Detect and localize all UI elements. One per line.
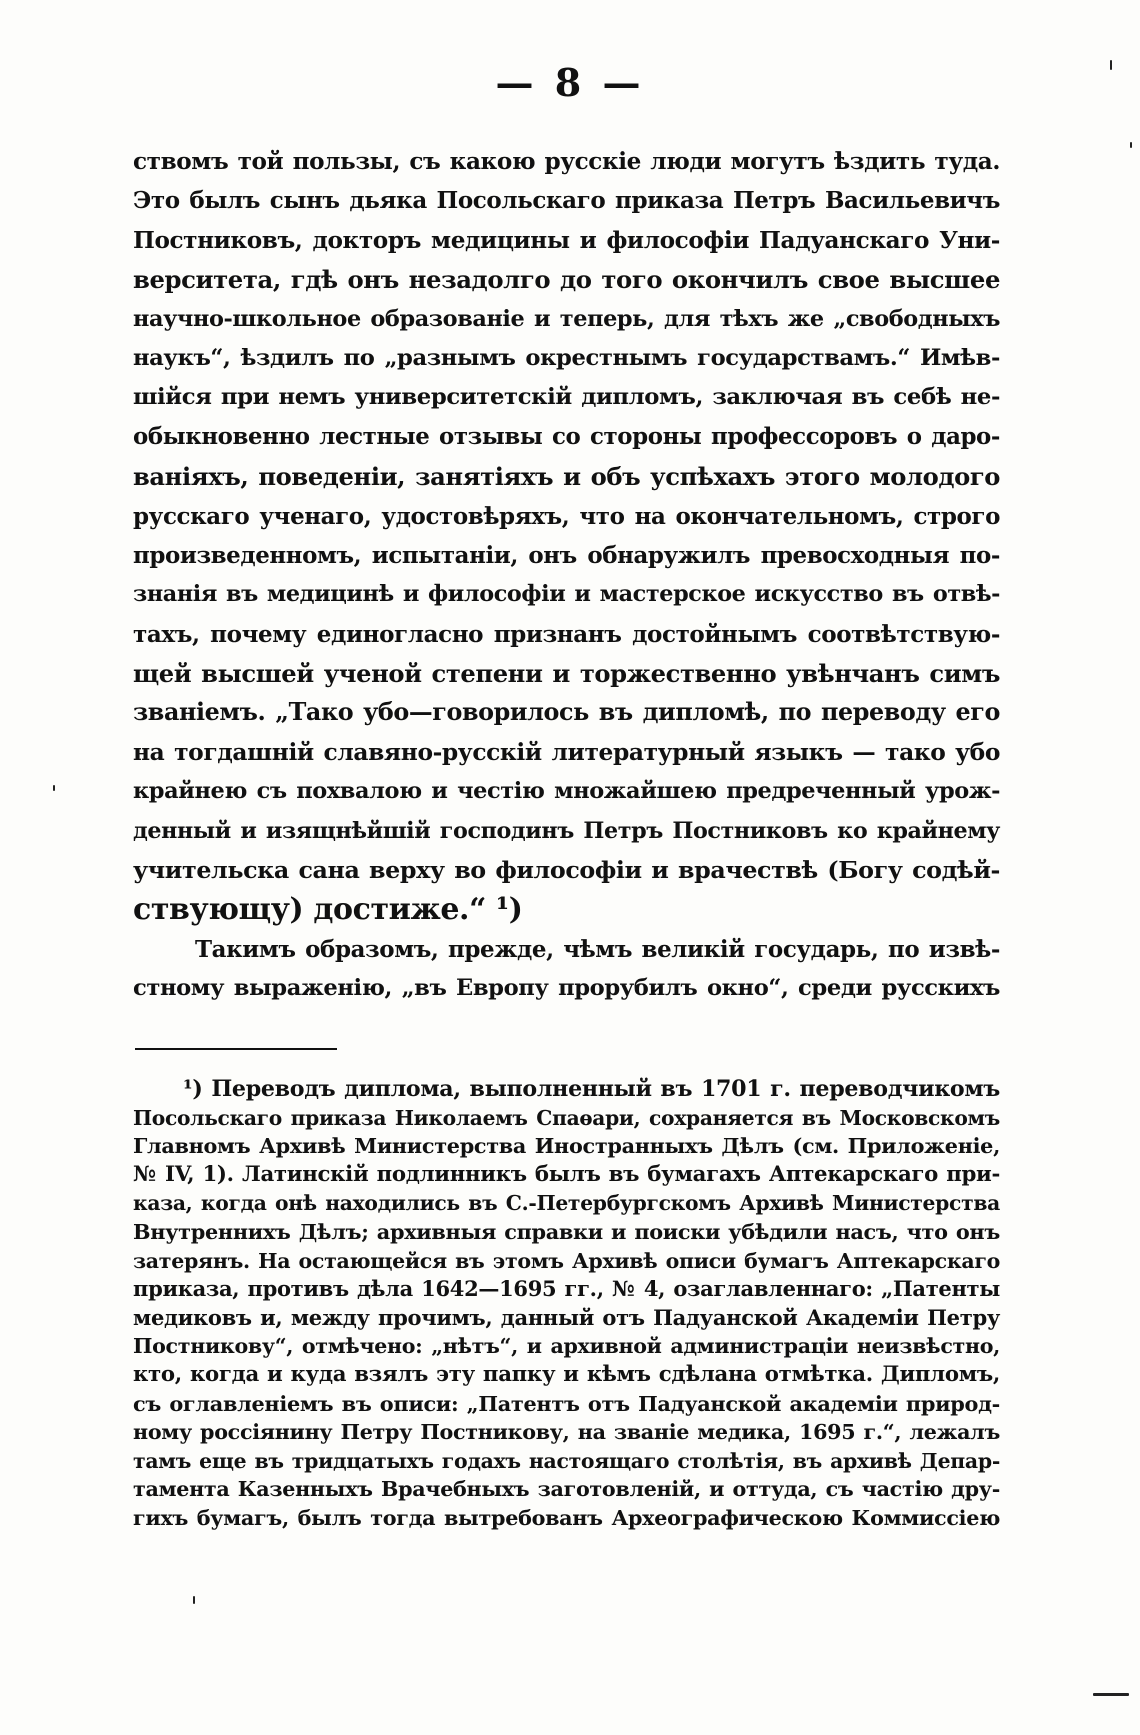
footnote-line: Главномъ Архивѣ Министерства Иностранныхъ Дѣлъ (см. Приложеніе, <box>133 1134 1000 1159</box>
footnote-line: каза, когда онѣ находились въ С.-Петербургскомъ Архивѣ Министерства <box>133 1191 1000 1216</box>
text-line: стному выраженію, „въ Европу прорубилъ окно“, среди русскихъ <box>133 975 1000 1002</box>
scan-speck <box>1110 60 1112 70</box>
text-line: званіемъ. „Тако убо—говорилось въ дипломѣ, по переводу его <box>133 698 1000 727</box>
main-text <box>133 142 1000 1009</box>
text-line: ствующу) достиже.“ ¹) <box>133 892 523 928</box>
page-number: — 8 — <box>495 60 645 105</box>
text-line: ствомъ той пользы, съ какою русскіе люди могутъ ѣздить туда. <box>133 148 1000 175</box>
scan-speck <box>193 1596 195 1604</box>
footnote-line: № IV, 1). Латинскій подлинникъ былъ въ бумагахъ Аптекарскаго при- <box>133 1161 1000 1187</box>
text-line: Это былъ сынъ дьяка Посольскаго приказа Петръ Васильевичъ <box>133 187 1000 215</box>
text-line: верситета, гдѣ онъ незадолго до того окончилъ свое высшее <box>133 265 1000 295</box>
paragraph-start-line: Такимъ образомъ, прежде, чѣмъ великій государь, по извѣ- <box>195 935 1000 963</box>
footnote-separator <box>135 1048 337 1050</box>
footnote-line: съ оглавленіемъ въ описи: „Патентъ отъ Падуанской академіи природ- <box>133 1390 1000 1416</box>
text-line: на тогдашній славяно-русскій литературный языкъ — тако убо <box>133 737 1000 766</box>
scan-speck <box>1093 1693 1129 1696</box>
text-line: шійся при немъ университетскій дипломъ, заключая въ себѣ не- <box>133 384 1000 411</box>
text-line: учительска сана верху во философіи и врачествѣ (Богу содѣй- <box>133 856 1000 885</box>
text-line: научно-школьное образованіе и теперь, для тѣхъ же „свободныхъ <box>133 305 1000 332</box>
footnote-line: Посольскаго приказа Николаемъ Спаѳари, сохраняется въ Московскомъ <box>133 1105 1000 1130</box>
scan-speck <box>53 785 55 791</box>
text-line: обыкновенно лестные отзывы со стороны профессоровъ о даро- <box>133 423 1000 450</box>
footnote <box>133 1075 1000 1533</box>
footnote-line: Постникову“, отмѣчено: „нѣтъ“, и архивной администраціи неизвѣстно, <box>133 1334 1000 1359</box>
text-line: произведенномъ, испытаніи, онъ обнаружилъ превосходныя по- <box>133 541 1000 569</box>
footnote-line: тамента Казенныхъ Врачебныхъ заготовленій, и оттуда, съ частію дру- <box>133 1477 1000 1502</box>
text-line: денный и изящнѣйшій господинъ Петръ Постниковъ ко крайнему <box>133 817 1000 844</box>
footnote-line: медиковъ и, между прочимъ, данный отъ Падуанской Академіи Петру <box>133 1304 1000 1330</box>
footnote-line: гихъ бумагъ, былъ тогда вытребованъ Археографическою Коммиссіею <box>133 1505 1000 1530</box>
footnote-line: ному россіянину Петру Постникову, на званіе медика, 1695 г.“, лежалъ <box>133 1420 1000 1445</box>
footnote-line: Внутреннихъ Дѣлъ; архивныя справки и поиски убѣдили насъ, что онъ <box>133 1218 1000 1244</box>
text-line: тахъ, почему единогласно признанъ достойнымъ соотвѣтствую- <box>133 620 1000 648</box>
text-line: ваніяхъ, поведеніи, занятіяхъ и объ успѣхахъ этого молодого <box>133 462 1000 492</box>
footnote-line: приказа, противъ дѣла 1642—1695 гг., № 4, озаглавленнаго: „Патенты <box>133 1276 1000 1302</box>
scan-speck <box>1130 142 1132 148</box>
text-line: наукъ“, ѣздилъ по „разнымъ окрестнымъ государствамъ.“ Имѣв- <box>133 344 1000 371</box>
text-line: Постниковъ, докторъ медицины и философіи Падуанскаго Уни- <box>133 226 1000 254</box>
footnote-line: затерянъ. На остающейся въ этомъ Архивѣ описи бумагъ Аптекарскаго <box>133 1248 1000 1273</box>
text-line: русскаго ученаго, удостовѣряхъ, что на окончательномъ, строго <box>133 502 1000 530</box>
text-line: знанія въ медицинѣ и философіи и мастерское искусство въ отвѣ- <box>133 581 1000 608</box>
footnote-line: кто, когда и куда взялъ эту папку и кѣмъ сдѣлана отмѣтка. Дипломъ, <box>133 1361 1000 1387</box>
text-line: крайнею съ похвалою и честію множайшею предреченный урож- <box>133 778 1000 805</box>
text-line: щей высшей ученой степени и торжественно увѣнчанъ симъ <box>133 659 1000 689</box>
footnote-line: тамъ еще въ тридцатыхъ годахъ настоящаго столѣтія, въ архивѣ Депар- <box>133 1448 1000 1473</box>
footnote-line: ¹) Переводъ диплома, выполненный въ 1701 г. переводчикомъ <box>183 1076 1000 1102</box>
